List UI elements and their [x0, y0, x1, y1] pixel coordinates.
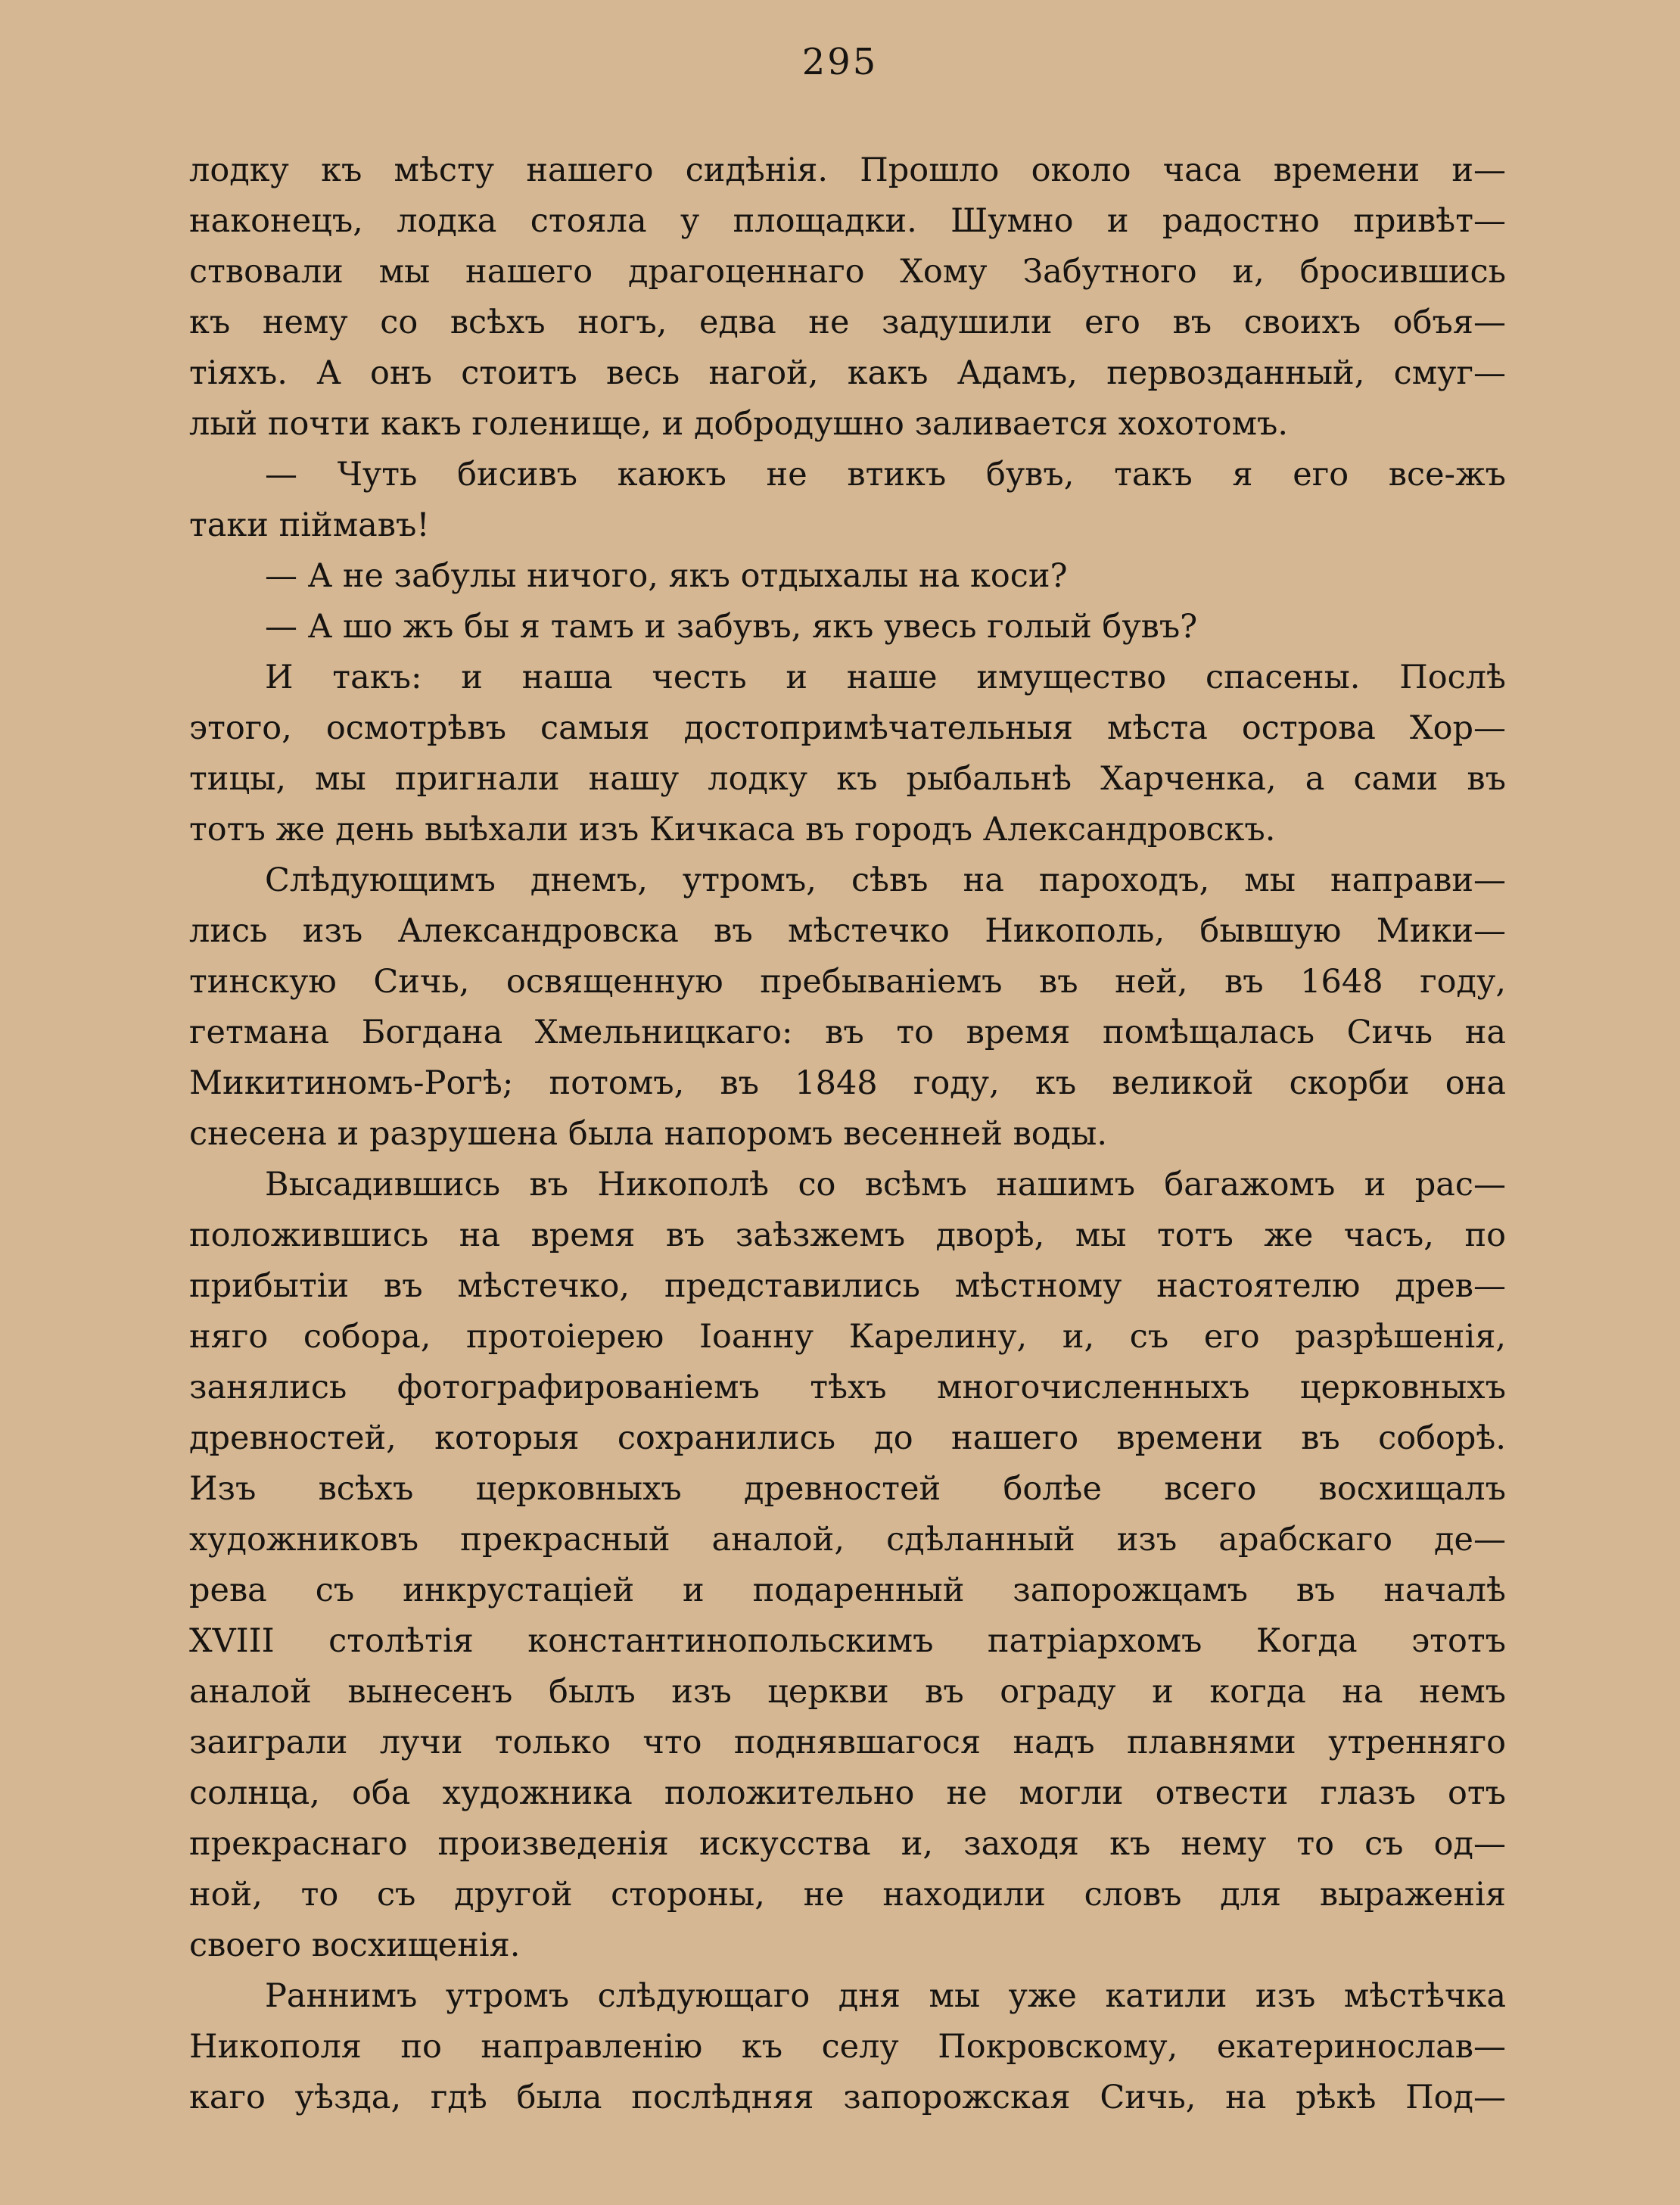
text-line: ствовали мы нашего драгоценнаго Хому Забутного и, бросившись — [189, 253, 1506, 291]
text-line: И такъ: и наша честь и наше имущество спасены. Послѣ — [265, 659, 1506, 696]
text-line: положившись на время въ заѣзжемъ дворѣ, мы тотъ же часъ, по — [189, 1216, 1506, 1254]
text-line: своего восхищенія. — [189, 1926, 521, 1964]
text-line: солнца, оба художника положительно не могли отвести глазъ отъ — [189, 1774, 1506, 1812]
text-line: Слѣдующимъ днемъ, утромъ, сѣвъ на пароходъ, мы направи— — [265, 861, 1506, 899]
text-line: тотъ же день выѣхали изъ Кичкаса въ городъ Александровскъ. — [189, 811, 1276, 849]
text-line: каго уѣзда, гдѣ была послѣдняя запорожская Сичь, на рѣкѣ Под— — [189, 2079, 1506, 2116]
text-line: Изъ всѣхъ церковныхъ древностей болѣе всего восхищалъ — [189, 1470, 1506, 1508]
text-line: Микитиномъ-Рогѣ; потомъ, въ 1848 году, къ великой скорби она — [189, 1064, 1506, 1102]
text-line: лый почти какъ голенище, и добродушно заливается хохотомъ. — [189, 405, 1289, 443]
text-line: лись изъ Александровска въ мѣстечко Никополь, бывшую Мики— — [189, 912, 1506, 950]
body-text — [189, 145, 1506, 2123]
text-line: таки піймавъ! — [189, 506, 430, 544]
text-line: гетмана Богдана Хмельницкаго: въ то время помѣщалась Сичь на — [189, 1014, 1506, 1051]
text-line: Никополя по направленію къ селу Покровскому, екатеринослав— — [189, 2028, 1506, 2066]
text-line: занялись фотографированіемъ тѣхъ многочисленныхъ церковныхъ — [189, 1369, 1506, 1406]
text-line: няго собора, протоіерею Іоанну Карелину, и, съ его разрѣшенія, — [189, 1318, 1506, 1356]
text-line: этого, осмотрѣвъ самыя достопримѣчательныя мѣста острова Хор— — [189, 709, 1506, 747]
text-line: къ нему со всѣхъ ногъ, едва не задушили его въ своихъ объя— — [189, 304, 1506, 341]
text-line: Раннимъ утромъ слѣдующаго дня мы уже катили изъ мѣстѣчка — [265, 1977, 1506, 2015]
text-line: ной, то съ другой стороны, не находили словъ для выраженія — [189, 1876, 1506, 1914]
text-line: — А не забулы ничого, якъ отдыхалы на коси? — [265, 557, 1068, 595]
text-line: заиграли лучи только что поднявшагося надъ плавнями утренняго — [189, 1724, 1506, 1761]
text-line: рева съ инкрустаціей и подаренный запорожцамъ въ началѣ — [189, 1571, 1506, 1609]
text-line: лодку къ мѣсту нашего сидѣнія. Прошло около часа времени и— — [189, 151, 1506, 189]
text-line: XVIII столѣтія константинопольскимъ патріархомъ Когда этотъ — [189, 1622, 1506, 1660]
text-line: древностей, которыя сохранились до нашего времени въ соборѣ. — [189, 1419, 1506, 1457]
text-line: аналой вынесенъ былъ изъ церкви въ ограду и когда на немъ — [189, 1673, 1506, 1711]
text-line: — Чуть бисивъ каюкъ не втикъ бувъ, такъ я его все-жъ — [265, 456, 1506, 494]
text-line: прибытіи въ мѣстечко, представились мѣстному настоятелю древ— — [189, 1267, 1506, 1305]
text-line: тицы, мы пригнали нашу лодку къ рыбальнѣ Харченка, а сами въ — [189, 760, 1506, 798]
page-number: 295 — [801, 41, 879, 83]
text-line: Высадившись въ Никополѣ со всѣмъ нашимъ багажомъ и рас— — [265, 1166, 1506, 1204]
text-line: наконецъ, лодка стояла у площадки. Шумно и радостно привѣт— — [189, 202, 1506, 240]
text-line: художниковъ прекрасный аналой, сдѣланный изъ арабскаго де— — [189, 1521, 1506, 1559]
text-line: тинскую Сичь, освященную пребываніемъ въ ней, въ 1648 году, — [189, 963, 1506, 1001]
text-line: тіяхъ. А онъ стоитъ весь нагой, какъ Адамъ, первозданный, смуг— — [189, 354, 1506, 392]
text-line: прекраснаго произведенія искусства и, заходя къ нему то съ од— — [189, 1825, 1506, 1863]
text-line: снесена и разрушена была напоромъ весенней воды. — [189, 1115, 1108, 1153]
text-line: — А шо жъ бы я тамъ и забувъ, якъ увесь голый бувъ? — [265, 608, 1198, 646]
